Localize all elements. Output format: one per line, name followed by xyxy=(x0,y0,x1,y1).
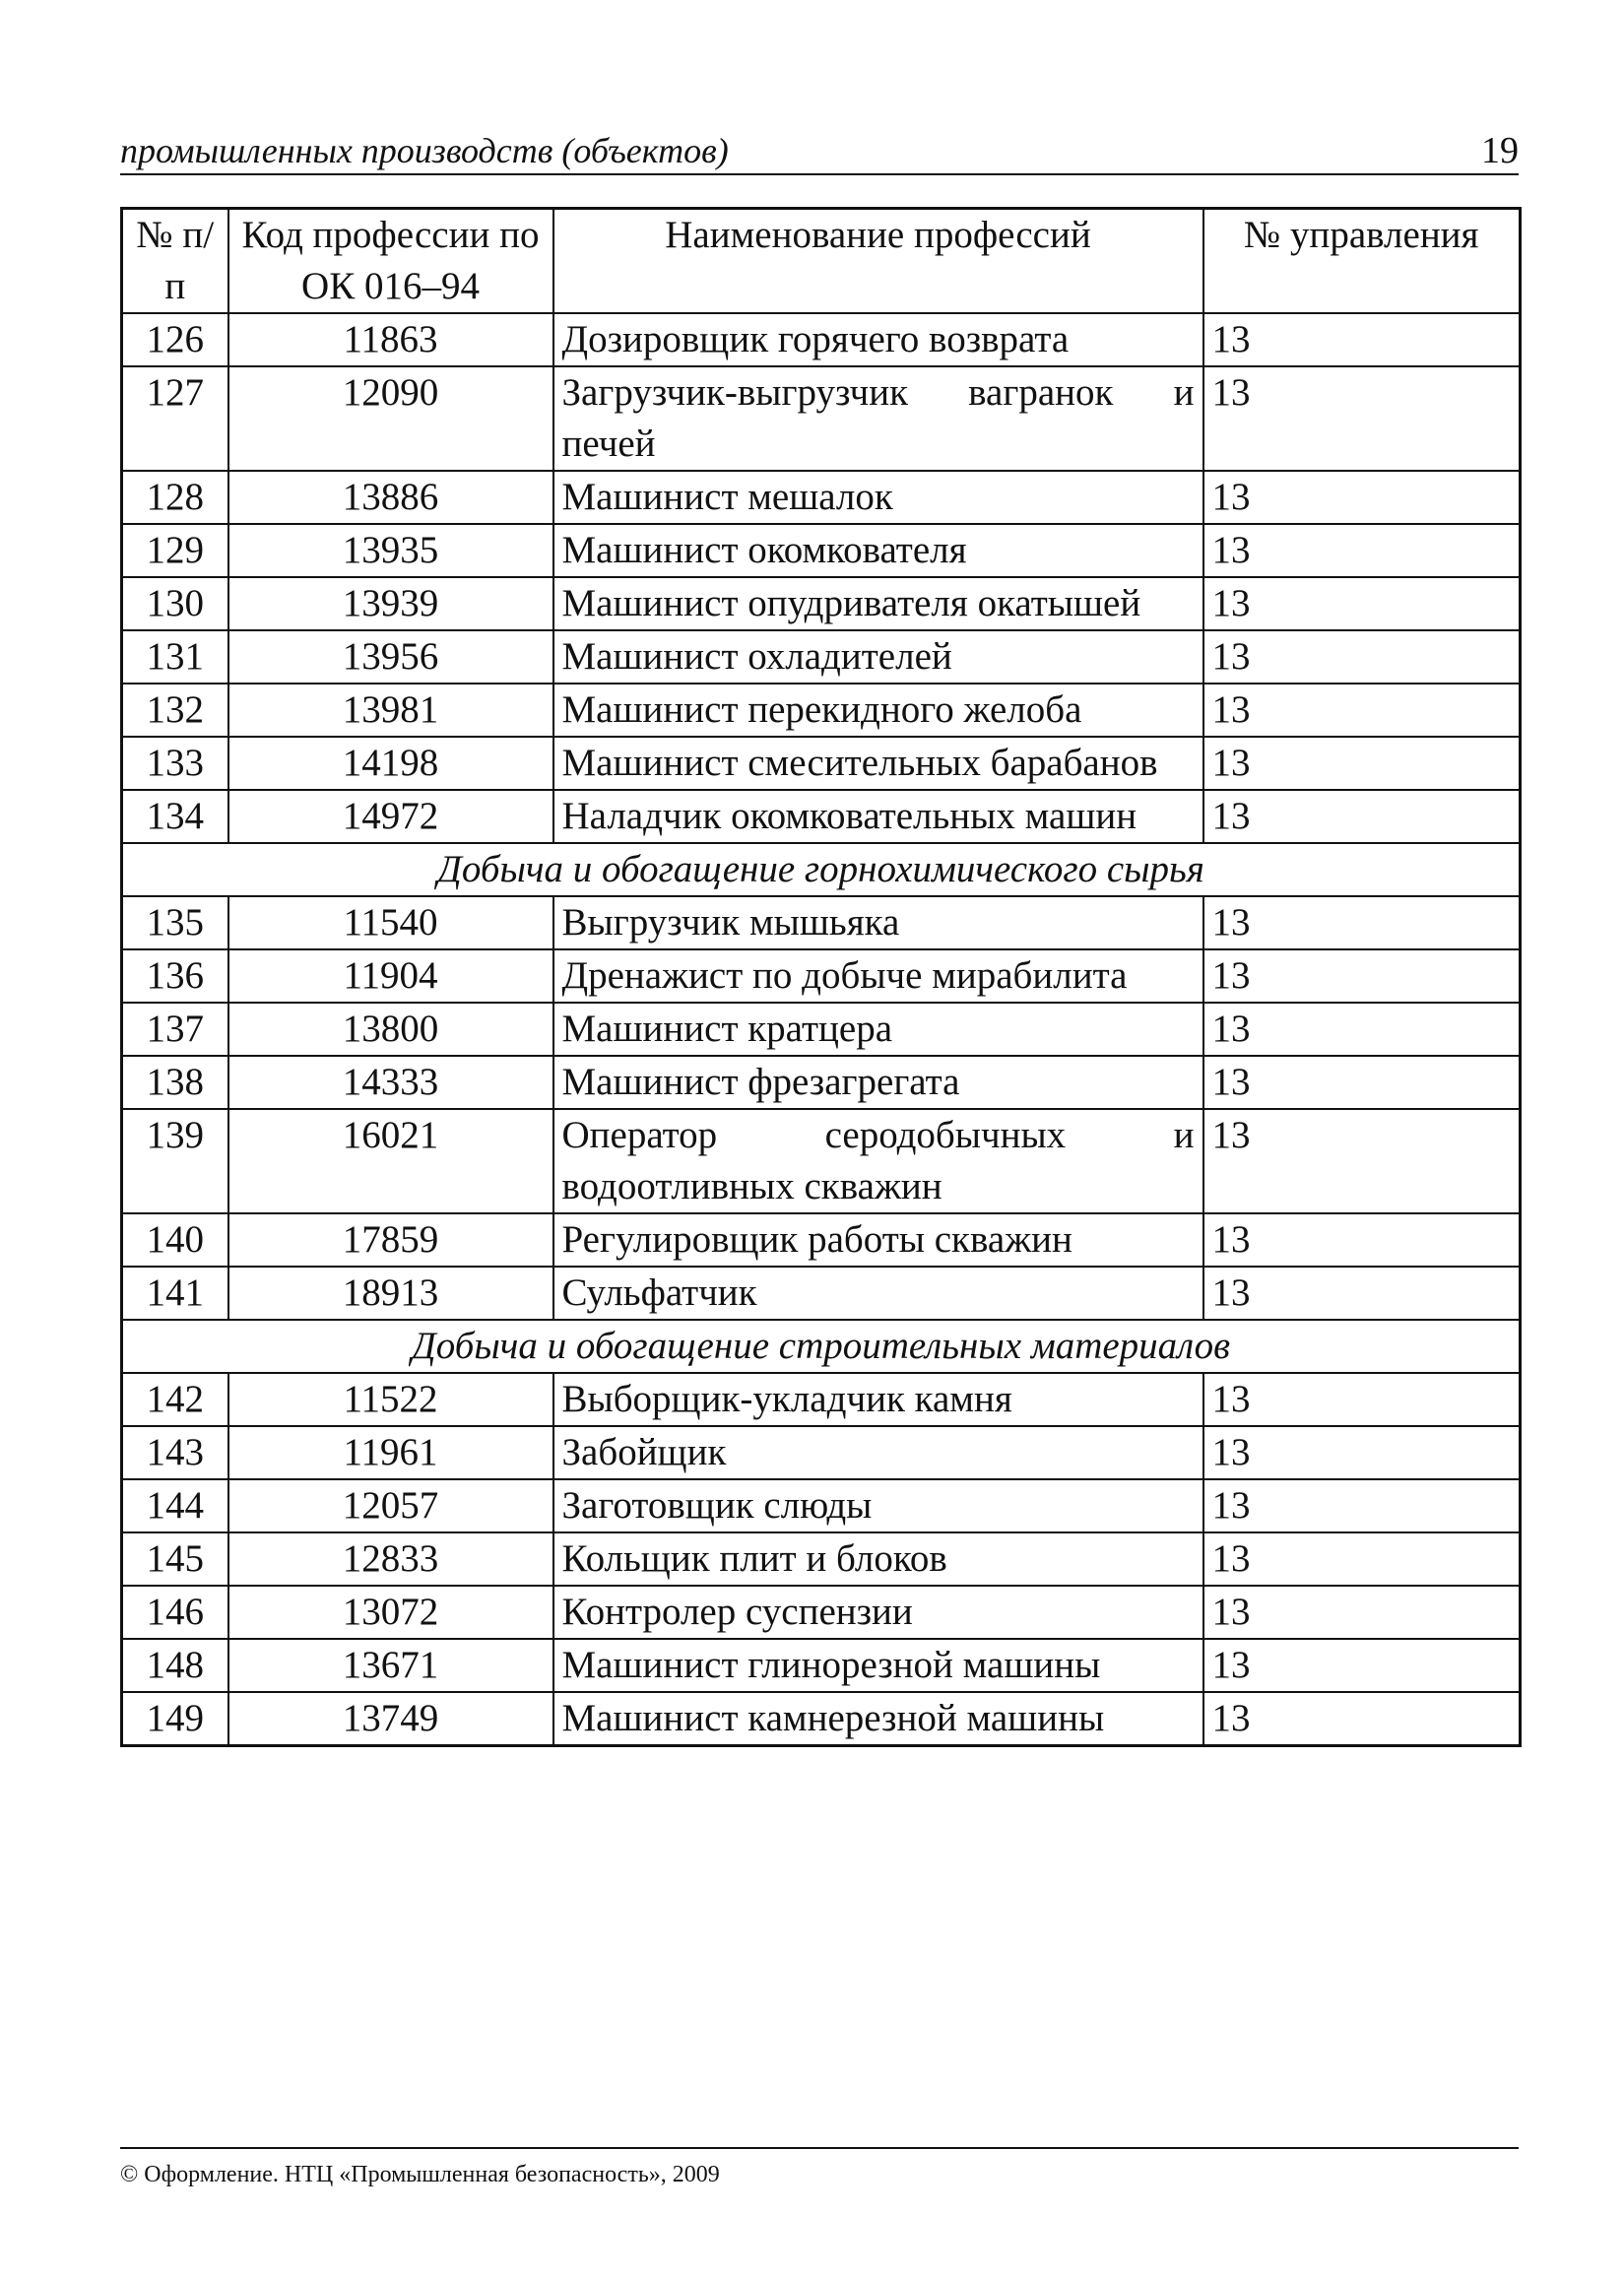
table-row xyxy=(122,949,1521,1003)
table-row xyxy=(122,1426,1521,1479)
row-code: 14333 xyxy=(228,1056,553,1109)
row-name: Выгрузчик мышьяка xyxy=(553,896,1203,949)
row-num: 146 xyxy=(122,1586,228,1639)
header-divider xyxy=(120,173,1519,175)
row-name: Загрузчик-выгрузчик вагранок и печей xyxy=(553,366,1203,471)
row-code: 16021 xyxy=(228,1109,553,1213)
row-mgmt: 13 xyxy=(1203,790,1521,843)
row-name: Наладчик окомковательных машин xyxy=(553,790,1203,843)
row-code: 11961 xyxy=(228,1426,553,1479)
col-header-code: Код профессии по ОК 016–94 xyxy=(228,209,553,314)
row-code: 18913 xyxy=(228,1267,553,1320)
table-row xyxy=(122,790,1521,843)
table-header-row xyxy=(122,209,1521,314)
row-code: 11904 xyxy=(228,949,553,1003)
table-row xyxy=(122,1692,1521,1746)
row-name: Машинист глинорезной машины xyxy=(553,1639,1203,1692)
row-name: Забойщик xyxy=(553,1426,1203,1479)
row-mgmt: 13 xyxy=(1203,524,1521,577)
row-mgmt: 13 xyxy=(1203,1373,1521,1426)
page-number: 19 xyxy=(1481,130,1519,171)
table-row xyxy=(122,1479,1521,1532)
row-name: Машинист перекидного желоба xyxy=(553,684,1203,737)
row-num: 149 xyxy=(122,1692,228,1746)
table-row xyxy=(122,1109,1521,1213)
footer-divider xyxy=(120,2147,1519,2149)
row-code: 13939 xyxy=(228,577,553,630)
row-code: 14198 xyxy=(228,737,553,790)
row-num: 144 xyxy=(122,1479,228,1532)
row-mgmt: 13 xyxy=(1203,737,1521,790)
table-row xyxy=(122,1267,1521,1320)
row-num: 145 xyxy=(122,1532,228,1586)
row-num: 143 xyxy=(122,1426,228,1479)
row-code: 13886 xyxy=(228,471,553,524)
table-row xyxy=(122,684,1521,737)
row-mgmt: 13 xyxy=(1203,1267,1521,1320)
row-name: Выборщик-укладчик камня xyxy=(553,1373,1203,1426)
table-row xyxy=(122,1003,1521,1056)
running-title: промышленных производств (объектов) xyxy=(120,131,729,170)
row-mgmt: 13 xyxy=(1203,1056,1521,1109)
row-mgmt: 13 xyxy=(1203,949,1521,1003)
row-num: 131 xyxy=(122,630,228,684)
row-mgmt: 13 xyxy=(1203,1109,1521,1213)
table-row xyxy=(122,1639,1521,1692)
row-name: Машинист охладителей xyxy=(553,630,1203,684)
row-name: Дозировщик горячего возврата xyxy=(553,313,1203,366)
row-code: 12090 xyxy=(228,366,553,471)
col-header-num: № п/п xyxy=(122,209,228,314)
copyright-footer: © Оформление. НТЦ «Промышленная безопасность», 2009 xyxy=(120,2162,720,2187)
row-num: 136 xyxy=(122,949,228,1003)
row-num: 130 xyxy=(122,577,228,630)
row-num: 128 xyxy=(122,471,228,524)
row-num: 132 xyxy=(122,684,228,737)
row-code: 13072 xyxy=(228,1586,553,1639)
row-num: 137 xyxy=(122,1003,228,1056)
row-num: 133 xyxy=(122,737,228,790)
row-mgmt: 13 xyxy=(1203,1479,1521,1532)
row-mgmt: 13 xyxy=(1203,1639,1521,1692)
row-name: Оператор серодобычных и водоотливных скважин xyxy=(553,1109,1203,1213)
row-mgmt: 13 xyxy=(1203,313,1521,366)
row-num: 148 xyxy=(122,1639,228,1692)
row-mgmt: 13 xyxy=(1203,1213,1521,1267)
table-row xyxy=(122,1373,1521,1426)
table-row xyxy=(122,737,1521,790)
table-row xyxy=(122,577,1521,630)
row-num: 129 xyxy=(122,524,228,577)
row-name: Заготовщик слюды xyxy=(553,1479,1203,1532)
row-code: 13671 xyxy=(228,1639,553,1692)
row-mgmt: 13 xyxy=(1203,684,1521,737)
row-name: Машинист окомкователя xyxy=(553,524,1203,577)
row-name: Машинист кратцера xyxy=(553,1003,1203,1056)
row-num: 139 xyxy=(122,1109,228,1213)
row-mgmt: 13 xyxy=(1203,896,1521,949)
row-code: 12057 xyxy=(228,1479,553,1532)
row-num: 126 xyxy=(122,313,228,366)
row-name: Машинист мешалок xyxy=(553,471,1203,524)
table-row xyxy=(122,1213,1521,1267)
col-header-mgmt: № управления xyxy=(1203,209,1521,314)
table-row xyxy=(122,366,1521,471)
section-title-building-materials: Добыча и обогащение строительных материалов xyxy=(122,1320,1521,1373)
row-code: 13800 xyxy=(228,1003,553,1056)
row-name: Регулировщик работы скважин xyxy=(553,1213,1203,1267)
professions-table xyxy=(120,207,1522,1747)
row-mgmt: 13 xyxy=(1203,577,1521,630)
row-code: 11540 xyxy=(228,896,553,949)
row-mgmt: 13 xyxy=(1203,630,1521,684)
row-mgmt: 13 xyxy=(1203,366,1521,471)
row-code: 13956 xyxy=(228,630,553,684)
section-row xyxy=(122,1320,1521,1373)
row-name: Машинист опудривателя окатышей xyxy=(553,577,1203,630)
row-code: 13981 xyxy=(228,684,553,737)
row-name: Сульфатчик xyxy=(553,1267,1203,1320)
row-code: 11522 xyxy=(228,1373,553,1426)
row-mgmt: 13 xyxy=(1203,1003,1521,1056)
row-code: 11863 xyxy=(228,313,553,366)
row-code: 12833 xyxy=(228,1532,553,1586)
row-name: Машинист смесительных барабанов xyxy=(553,737,1203,790)
row-name: Контролер суспензии xyxy=(553,1586,1203,1639)
row-name: Машинист фрезагрегата xyxy=(553,1056,1203,1109)
section-row xyxy=(122,843,1521,896)
table-row xyxy=(122,471,1521,524)
row-num: 127 xyxy=(122,366,228,471)
table-row xyxy=(122,1056,1521,1109)
row-name: Дренажист по добыче мирабилита xyxy=(553,949,1203,1003)
row-name: Машинист камнерезной машины xyxy=(553,1692,1203,1746)
col-header-name: Наименование профессий xyxy=(553,209,1203,314)
row-name: Кольщик плит и блоков xyxy=(553,1532,1203,1586)
row-mgmt: 13 xyxy=(1203,1692,1521,1746)
row-mgmt: 13 xyxy=(1203,1586,1521,1639)
table-row xyxy=(122,1532,1521,1586)
row-num: 138 xyxy=(122,1056,228,1109)
table-row xyxy=(122,630,1521,684)
row-mgmt: 13 xyxy=(1203,1532,1521,1586)
table-row xyxy=(122,896,1521,949)
row-code: 17859 xyxy=(228,1213,553,1267)
row-code: 13935 xyxy=(228,524,553,577)
row-mgmt: 13 xyxy=(1203,471,1521,524)
row-mgmt: 13 xyxy=(1203,1426,1521,1479)
table-row xyxy=(122,313,1521,366)
table-row xyxy=(122,1586,1521,1639)
table-row xyxy=(122,524,1521,577)
page-header xyxy=(120,126,1519,175)
row-code: 14972 xyxy=(228,790,553,843)
row-code: 13749 xyxy=(228,1692,553,1746)
row-num: 134 xyxy=(122,790,228,843)
section-title-mining-chemical: Добыча и обогащение горнохимического сырья xyxy=(122,843,1521,896)
row-num: 135 xyxy=(122,896,228,949)
row-num: 142 xyxy=(122,1373,228,1426)
row-num: 141 xyxy=(122,1267,228,1320)
row-num: 140 xyxy=(122,1213,228,1267)
